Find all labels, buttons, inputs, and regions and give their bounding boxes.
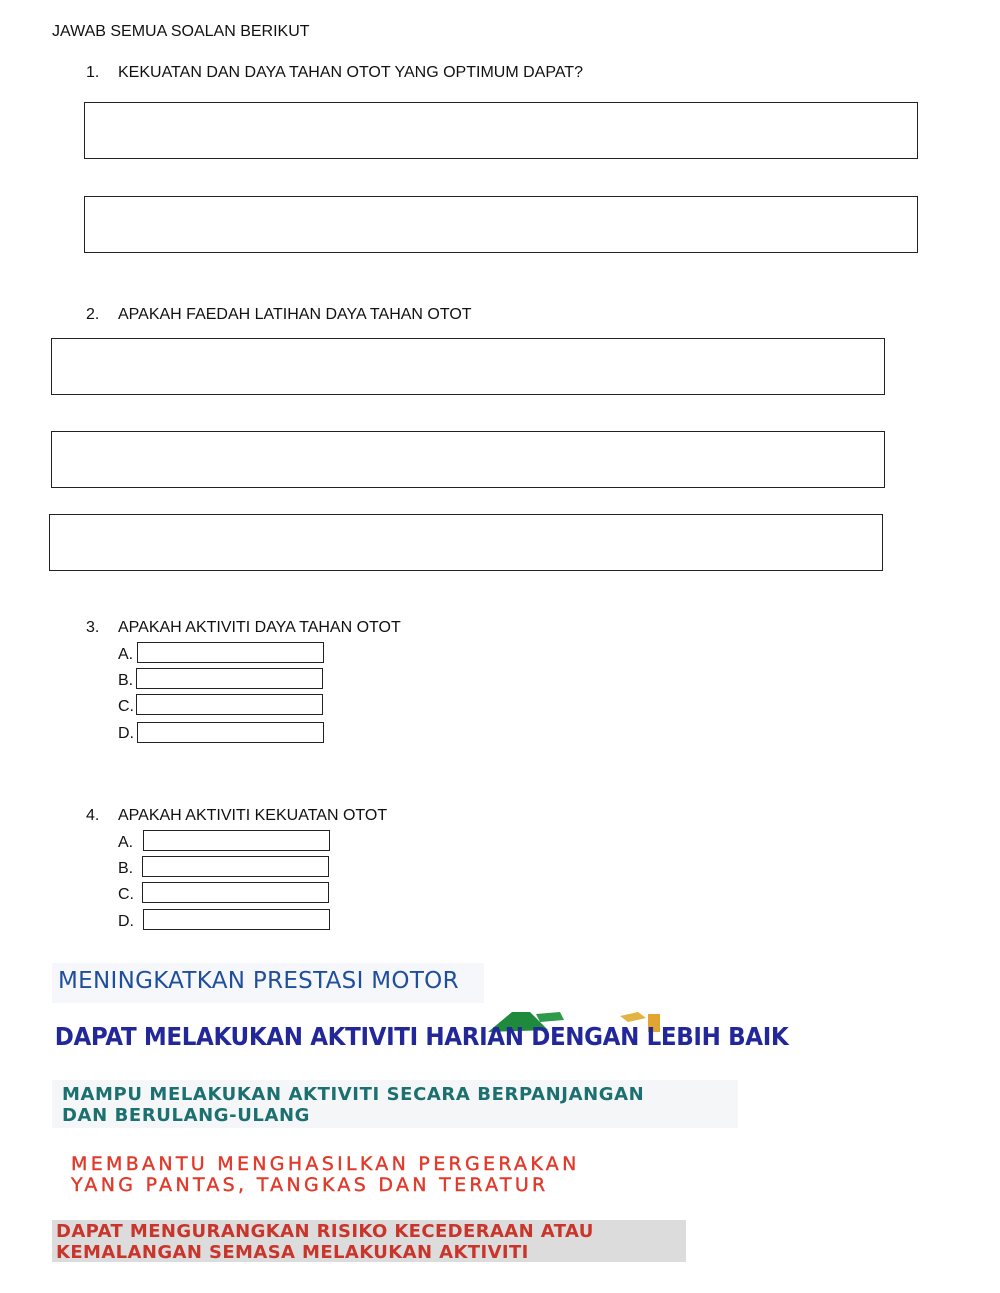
q2-answer-box-2[interactable] (51, 431, 885, 488)
q2-answer-box-3[interactable] (49, 514, 883, 571)
question-3-text: APAKAH AKTIVITI DAYA TAHAN OTOT (118, 619, 401, 636)
answer-card-5-line-1: DAPAT MENGURANGKAN RISIKO KECEDERAAN ATAU (56, 1221, 594, 1242)
q4-option-c-box[interactable] (142, 882, 329, 903)
q3-option-d-box[interactable] (137, 722, 324, 743)
q3-option-a-label: A. (118, 646, 134, 663)
q2-answer-box-1[interactable] (51, 338, 885, 395)
answer-card-5-line-2: KEMALANGAN SEMASA MELAKUKAN AKTIVITI (56, 1242, 529, 1263)
q3-option-b-label: B. (118, 672, 134, 689)
answer-card-2[interactable] (52, 1016, 789, 1062)
q4-option-a-label: A. (118, 834, 134, 851)
q3-option-c-label: C. (118, 698, 134, 715)
q1-answer-box-1[interactable] (84, 102, 918, 159)
q3-option-a-box[interactable] (137, 642, 324, 663)
q3-option-c-box[interactable] (136, 694, 323, 715)
answer-card-1-line-1: MENINGKATKAN PRESTASI MOTOR (58, 968, 459, 994)
question-1-text: KEKUATAN DAN DAYA TAHAN OTOT YANG OPTIMUM DAPAT? (118, 64, 583, 81)
question-2-text: APAKAH FAEDAH LATIHAN DAYA TAHAN OTOT (118, 306, 472, 323)
question-1-number: 1. (86, 64, 100, 81)
answer-card-1[interactable] (52, 963, 484, 1003)
q4-option-d-box[interactable] (143, 909, 330, 930)
answer-card-2-line-1: DAPAT MELAKUKAN AKTIVITI HARIAN DENGAN LEBIH BAIK (54, 1022, 789, 1051)
q1-answer-box-2[interactable] (84, 196, 918, 253)
question-3-number: 3. (86, 619, 100, 636)
answer-card-5[interactable] (52, 1220, 686, 1262)
question-2-number: 2. (86, 306, 100, 323)
q4-option-b-box[interactable] (142, 856, 329, 877)
answer-card-3[interactable] (52, 1080, 738, 1128)
worksheet-heading: JAWAB SEMUA SOALAN BERIKUT (52, 23, 310, 40)
answer-card-4-line-2: YANG PANTAS, TANGKAS DAN TERATUR (71, 1174, 549, 1196)
answer-card-3-line-1: MAMPU MELAKUKAN AKTIVITI SECARA BERPANJANGAN (62, 1084, 645, 1105)
answer-card-4-line-1: MEMBANTU MENGHASILKAN PERGERAKAN (71, 1153, 580, 1175)
q3-option-b-box[interactable] (136, 668, 323, 689)
answer-card-4[interactable] (66, 1152, 866, 1198)
question-4-text: APAKAH AKTIVITI KEKUATAN OTOT (118, 807, 388, 824)
q4-option-d-label: D. (118, 913, 134, 930)
answer-card-3-line-2: DAN BERULANG-ULANG (62, 1105, 311, 1126)
q4-option-c-label: C. (118, 886, 134, 903)
q4-option-a-box[interactable] (143, 830, 330, 851)
question-4-number: 4. (86, 807, 100, 824)
q4-option-b-label: B. (118, 860, 134, 877)
q3-option-d-label: D. (118, 725, 134, 742)
